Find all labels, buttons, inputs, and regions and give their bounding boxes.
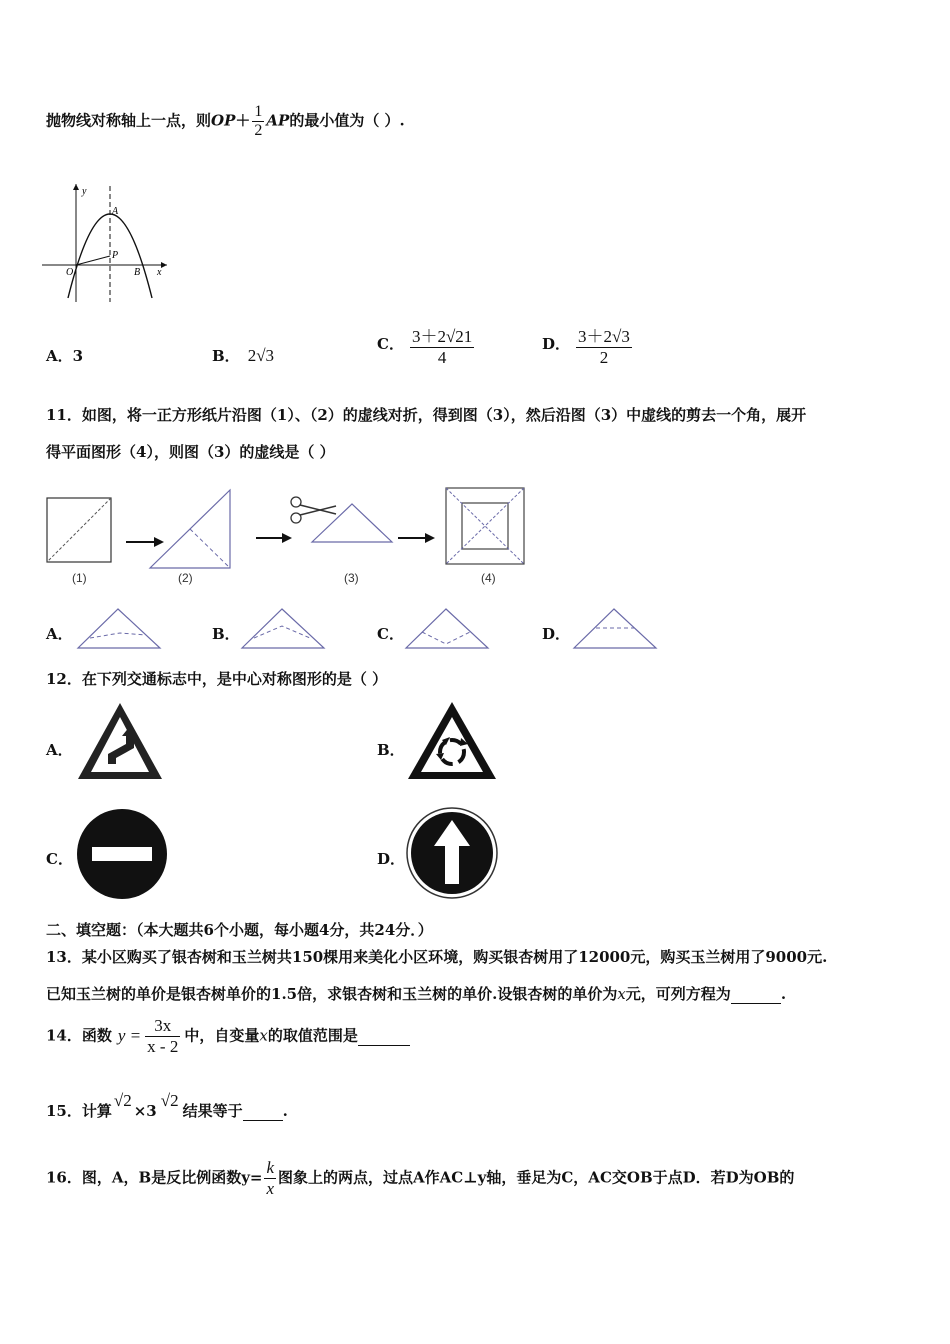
fig2-label: (2) (178, 571, 193, 585)
q10-option-a-value: 3 (72, 347, 84, 365)
fig3-label: (3) (344, 571, 359, 585)
q10-option-d-num: 3＋2√3 (578, 327, 630, 346)
q16-suffix: 图象上的两点，过点A作AC⊥y轴，垂足为C，AC交OB于点D．若D为OB的 (278, 1168, 795, 1187)
graph-label-b: B (134, 267, 141, 278)
q15-suffix: 结果等于 (182, 1102, 243, 1120)
parabola-graph (42, 180, 172, 305)
q10-option-c (377, 322, 474, 368)
segment-op (76, 256, 110, 265)
graph-x-arrow (161, 262, 167, 268)
q13-end: . (780, 985, 787, 1003)
q10-half-fraction (252, 103, 264, 140)
q15-root1: √2 (113, 1091, 132, 1110)
q10-frac-den: 2 (254, 122, 263, 139)
q11-option-c-label: C． (377, 625, 404, 643)
q11-option-a-figure (76, 606, 164, 652)
q14-fraction (145, 1016, 180, 1057)
q13-answer-blank[interactable] (731, 985, 781, 1004)
q15-end: . (282, 1102, 288, 1120)
sign-roundabout-icon (406, 700, 498, 782)
q14-y-eq: y = (117, 1025, 142, 1045)
scissors-icon (291, 497, 336, 523)
fig4-label: (4) (481, 571, 496, 585)
q14-var: x (259, 1026, 268, 1045)
q10-option-c-label: C． (377, 335, 404, 353)
q14-suffix: 的取值范围是 (267, 1026, 358, 1045)
q13-var: x (617, 985, 626, 1003)
q11-option-a-label: A． (46, 625, 73, 643)
q10-option-c-den: 4 (410, 347, 474, 368)
q11-option-c-figure (404, 606, 492, 652)
arrow-1-head (154, 537, 164, 547)
sign-straight-only-icon (406, 806, 498, 900)
q10-frac-num: 1 (254, 103, 263, 120)
graph-label-y: y (82, 186, 87, 197)
fig2-fold-line (190, 529, 230, 568)
q10-option-d-fraction (576, 322, 632, 368)
q10-option-d-label: D． (542, 335, 571, 353)
q10-option-d-den: 2 (576, 347, 632, 368)
q10-ap: AP (266, 111, 290, 130)
fig4-fold-lines (446, 488, 524, 564)
graph-label-p: P (112, 250, 119, 261)
q10-option-c-fraction (410, 322, 474, 368)
q13-line2 (46, 983, 786, 1004)
q16-fraction (264, 1158, 276, 1199)
q11-option-b-figure (240, 606, 328, 652)
q10-option-b-value: 2√3 (247, 346, 275, 365)
q12-option-a-label: A． (46, 741, 73, 759)
q10-option-b-label: B． (212, 347, 240, 365)
q15-prefix: 15．计算 (46, 1102, 112, 1120)
q15 (46, 1091, 288, 1121)
q16-den: x (266, 1179, 275, 1198)
q10-stem-before: 抛物线对称轴上一点，则 (46, 111, 212, 130)
q10-option-c-num: 3＋2√21 (411, 327, 473, 346)
q13-line1: 13．某小区购买了银杏树和玉兰树共150棵用来美化小区环境，购买银杏树用了12000元，购买玉兰树用了9000元. (46, 948, 828, 966)
q12-stem: 12．在下列交通标志中，是中心对称图形的是（ ） (46, 670, 388, 688)
q12-option-d-label: D． (377, 850, 406, 868)
q11-option-d-figure (572, 606, 660, 652)
q14 (46, 1016, 410, 1057)
graph-label-x: x (157, 267, 162, 278)
q15-times: ×3 (133, 1102, 157, 1120)
q10-plus: ＋ (235, 111, 251, 130)
q12-option-b-label: B． (377, 741, 405, 759)
q12-option-c-label: C． (46, 850, 73, 868)
sign-no-entry-icon (76, 808, 168, 900)
q10-stem-after: 的最小值为（ ）. (289, 111, 405, 130)
q11-line1: 11．如图，将一正方形纸片沿图（1）、（2）的虚线对折，得到图（3），然后沿图（3）中虚线的剪去一个角，展开 (46, 406, 807, 424)
q11-option-d-label: D． (542, 625, 571, 643)
q10-op: OP (211, 111, 236, 130)
graph-label-o: O (66, 267, 74, 278)
q10-option-a-label: A． (46, 347, 73, 365)
section2-heading: 二、填空题：（本大题共6个小题，每小题4分，共24分．） (46, 921, 433, 939)
arrow-2-head (282, 533, 292, 543)
graph-y-arrow (73, 184, 79, 190)
q10-stem (46, 103, 405, 140)
q11-option-b-label: B． (212, 625, 240, 643)
q13-line2-before: 已知玉兰树的单价是银杏树单价的1.5倍，求银杏树和玉兰树的单价.设银杏树的单价为 (46, 985, 618, 1003)
q15-answer-blank[interactable] (243, 1102, 283, 1121)
q11-line2: 得平面图形（4），则图（3）的虚线是（ ） (46, 443, 335, 461)
q14-middle: 中，自变量 (184, 1026, 260, 1045)
fig1-label: (1) (72, 571, 87, 585)
q16-num: k (266, 1158, 275, 1177)
arrow-3-head (425, 533, 435, 543)
folding-figure (44, 486, 528, 586)
q10-option-d (542, 322, 632, 368)
q14-prefix: 14．函数 (46, 1026, 112, 1045)
q16-prefix: 16．图，A，B是反比例函数y= (46, 1168, 263, 1187)
q14-num: 3x (154, 1016, 172, 1035)
q13-line2-after: 元，可列方程为 (625, 985, 731, 1003)
q14-den: x - 2 (147, 1037, 179, 1056)
q14-answer-blank[interactable] (358, 1027, 410, 1046)
sign-double-bend-icon (76, 700, 164, 782)
graph-label-a: A (112, 206, 119, 217)
q10-option-b (212, 345, 274, 366)
fig1-diagonal (47, 498, 111, 562)
q16 (46, 1158, 794, 1199)
q10-option-a (46, 345, 83, 366)
q15-root2: √2 (160, 1091, 179, 1110)
